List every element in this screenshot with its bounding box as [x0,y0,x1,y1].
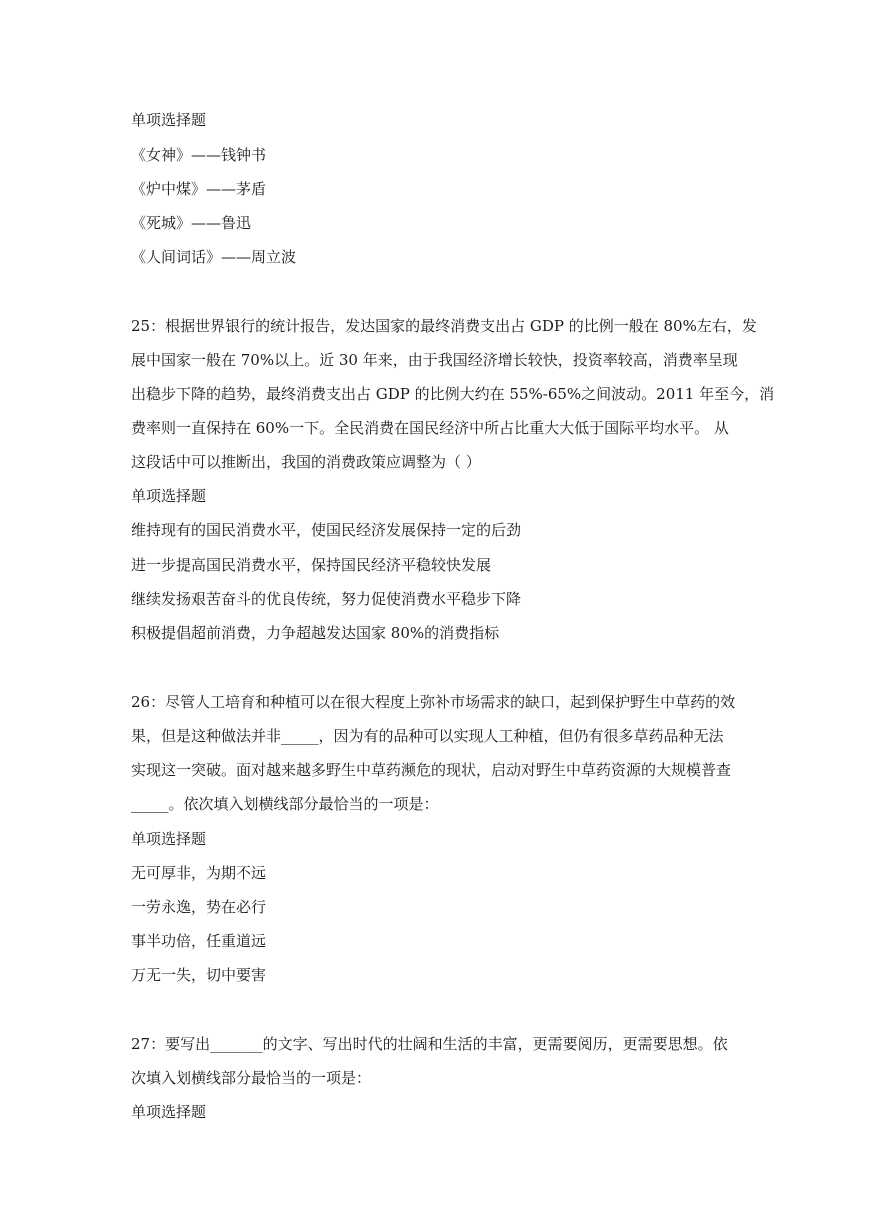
option-a: 无可厚非，为期不远 [131,864,267,882]
question-27-line-2: 次填入划横线部分最恰当的一项是： [131,1069,372,1087]
question-25-line-3: 出稳步下降的趋势，最终消费支出占 GDP 的比例大约在 55%-65%之间波动。2011 年至今，消 [131,385,775,403]
option-a: 维持现有的国民消费水平，使国民经济发展保持一定的后劲 [131,521,522,539]
question-26-line-3: 实现这一突破。面对越来越多野生中草药濒危的现状，启动对野生中草药资源的大规模普查 [131,761,732,779]
option-c: 《死城》——鲁迅 [131,214,252,232]
question-type-label: 单项选择题 [131,1103,207,1121]
question-type-label: 单项选择题 [131,487,207,505]
option-d: 万无一失，切中要害 [131,966,267,984]
question-26-line-4: _____。依次填入划横线部分最恰当的一项是： [131,795,439,813]
option-b: 《炉中煤》——茅盾 [131,180,267,198]
question-25-line-5: 这段话中可以推断出，我国的消费政策应调整为（ ） [131,453,481,471]
option-c: 继续发扬艰苦奋斗的优良传统，努力促使消费水平稳步下降 [131,590,522,608]
question-25-line-1: 25：根据世界银行的统计报告，发达国家的最终消费支出占 GDP 的比例一般在 80%左右，发 [131,317,757,335]
option-d: 《人间词话》——周立波 [131,248,297,266]
option-d: 积极提倡超前消费，力争超越发达国家 80%的消费指标 [131,624,500,642]
option-b: 进一步提高国民消费水平，保持国民经济平稳较快发展 [131,556,492,574]
question-27-line-1: 27：要写出_______的文字、写出时代的壮阔和生活的丰富，更需要阅历，更需要思想。依 [131,1035,728,1053]
option-a: 《女神》——钱钟书 [131,146,267,164]
question-26-line-2: 果，但是这种做法并非_____，因为有的品种可以实现人工种植，但仍有很多草药品种无法 [131,727,724,745]
question-25-line-2: 展中国家一般在 70%以上。近 30 年来，由于我国经济增长较快，投资率较高，消费率呈现 [131,351,738,369]
question-type-label: 单项选择题 [131,830,207,848]
option-c: 事半功倍，任重道远 [131,932,267,950]
question-25-line-4: 费率则一直保持在 60%一下。全民消费在国民经济中所占比重大大低于国际平均水平。 从 [131,419,729,437]
question-26-line-1: 26：尽管人工培育和种植可以在很大程度上弥补市场需求的缺口，起到保护野生中草药的效 [131,693,736,711]
question-type-label: 单项选择题 [131,111,207,129]
option-b: 一劳永逸，势在必行 [131,898,267,916]
